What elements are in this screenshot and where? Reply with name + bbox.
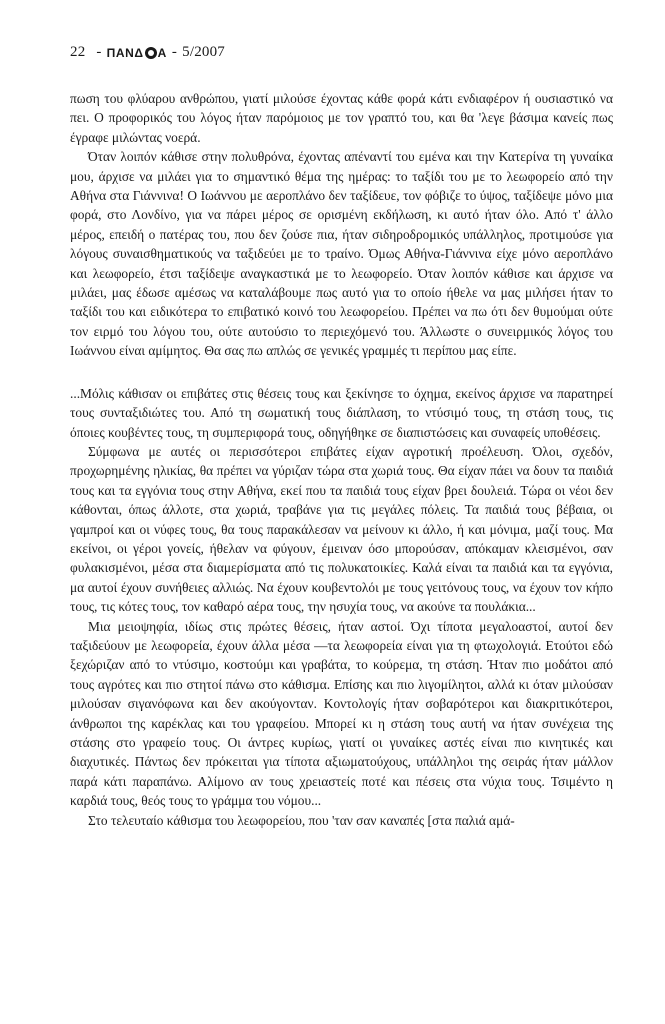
section-gap	[70, 361, 613, 384]
magazine-name	[107, 46, 167, 60]
page-number: 22	[70, 44, 86, 60]
issue-number: 5/2007	[182, 44, 225, 60]
magazine-name-suffix: Α	[157, 45, 167, 60]
paragraph: ...Μόλις κάθισαν οι επιβάτες στις θέσεις τους και ξεκίνησε το όχημα, εκείνος άρχισε να παρατηρεί τους συνταξιδιώτες του. Από τη σωματική τους διάπλαση, το ντύσιμό τους, τη στάση τους, τις όποιες κουβέντες τους, τη συμπεριφορά τους, οδηγήθηκε σε διαπιστώσεις και συναφείς υποθέσεις.	[70, 385, 613, 440]
paragraph: Σύμφωνα με αυτές οι περισσότεροι επιβάτες είχαν αγροτική προέλευση. Όλοι, σχεδόν, προχωρημένης ηλικίας, θα πρέπει να γύριζαν τώρα στα χωριά τους. Θα είχαν πάει να δουν τα παιδιά τους και τα εγγόνια τους στην Αθήνα, εκεί που τα παιδιά τους είχαν βρει δουλειά. Τώρα οι νέοι δεν κάθονται, όπως άλλοτε, στα χωριά, τραβάνε για τις μεγάλες πόλεις. Τα παιδιά τους βέβαια, οι γαμπροί και οι νύφες τους, θα τους παρακάλεσαν να μείνουν κι άλλο, ή και μόνιμα, μαζί τους. Μα εκείνοι, οι γέροι γονείς, ήθελαν να φύγουν, έμειναν όσο μπορούσαν, απόκαμαν κλεισμένοι, σαν φυλακισμένοι, μέσα στα διαμερίσματα από τις πολυκατοικίες. Καλά είναι τα παιδιά και τα εγγόνια, μα αυτοί έχουν συνήθειες αλλιώς. Να έχουν κουβεντολόι με τους γειτόνους τους, να έχουν τον κήπο τους, τις κότες τους, τον καθαρό αέρα τους, την ησυχία τους, να ακούνε τα πουλάκια...	[70, 443, 613, 615]
circle-logo-icon	[145, 47, 157, 59]
issue-separator: -	[171, 44, 178, 60]
paragraph-truncated: Στο τελευταίο κάθισμα του λεωφορείου, που 'ταν σαν καναπές [στα παλιά αμά-	[88, 812, 515, 828]
magazine-name-prefix: ΠΑΝΔ	[106, 45, 144, 60]
article-body	[70, 89, 613, 830]
paragraph: Όταν λοιπόν κάθισε στην πολυθρόνα, έχοντας απέναντί του εμένα και την Κατερίνα τη γυναίκα μου, άρχισε να μιλάει για το σημαντικό θέμα της ημέρας: το ταξίδι του με το λεωφορείο από την Αθήνα στα Γιάννινα! Ο Ιωάννου με αεροπλάνο δεν ταξίδευε, τον φόβιζε το ύψος, ταξίδεψε μόνο μια φορά, στο Λονδίνο, για να πάρει μέρος σε ορισμένη εκδήλωση, κι αυτό ήταν όλο. Από τ' άλλο μέρος, επειδή ο πατέρας του, που δεν ζούσε πια, ήταν σιδηροδρομικός υπάλληλος, προτιμούσε για λόγους συναισθηματικούς να ταξιδεύει με το τραίνο. Όμως Αθήνα-Γιάννινα είχε μόνο αεροπλάνο και λεωφορείο, έτσι ταξίδεψε αναγκαστικά με το λεωφορείο. Όταν λοιπόν κάθισε και άρχισε να μιλάει, μας έδωσε αμέσως να καταλάβουμε πως αυτό για το οποίο ήθελε να μας μιλήσει ήταν το ταξίδι του και ειδικότερα το επιβατικό κοινό του λεωφορείου. Πρέπει να πω ότι δεν θυμούμαι ούτε τον ειρμό του λόγου του, ούτε αυτούσιο το περιεχόμενό του. Άλλωστε ο συνειρμικός λόγος του Ιωάννου είναι αμίμητος. Θα σας πω απλώς σε γενικές γραμμές τι περίπου μας είπε.	[70, 149, 613, 359]
header-separator: -	[96, 44, 102, 60]
paragraph-continuation: πωση του φλύαρου ανθρώπου, γιατί μιλούσε έχοντας κάθε φορά κάτι ενδιαφέρον ή ουσιαστικό να πει. Ο προφορικός του λόγος ήταν παρόμοιος με τον γραπτό του, και θα 'λεγε βάσιμα κανείς πως έγραφε μιλώντας νοερά.	[70, 91, 613, 145]
running-header	[70, 44, 613, 61]
paragraph: Μια μειοψηφία, ιδίως στις πρώτες θέσεις, ήταν αστοί. Όχι τίποτα μεγαλοαστοί, αυτοί δεν ταξιδεύουν με λεωφορεία, έχουν άλλα μέσα —τα λεωφορεία είναι για τη φτωχολογιά. Ετούτοι εδώ ξεχώριζαν από το ντύσιμο, κοστούμι και γραβάτα, το κούρεμα, τη στάση. Ήταν πιο μοδάτοι από τους αγρότες και πιο στητοί πάνω στο κάθισμα. Επίσης και πιο λιγομίλητοι, αλλά κι όταν μιλούσαν μιλούσαν σιγανόφωνα και δεν ακούγονταν. Κοντολογίς ήταν σοβαρότεροι και διακριτικότεροι, άνθρωποι της καρέκλας και του γραφείου. Μπορεί κι η στάση τους αυτή να ήταν συνέχεια της στάσης στο γραφείο τους. Οι άντρες κυρίως, γιατί οι γυναίκες αστές είναι πιο κινητικές και διαχυτικές. Πάντως δεν πρόκειται για τίποτα αξιωματούχους, υπάλληλοι της σειράς ήταν μάλλον παρά κάτι παραπάνω. Αλίμονο αν τους χρειαστείς ποτέ και πέσεις στα νύχια τους. Τσιμέντο η καρδιά τους, θεός τους το γράμμα του νόμου...	[70, 618, 613, 809]
